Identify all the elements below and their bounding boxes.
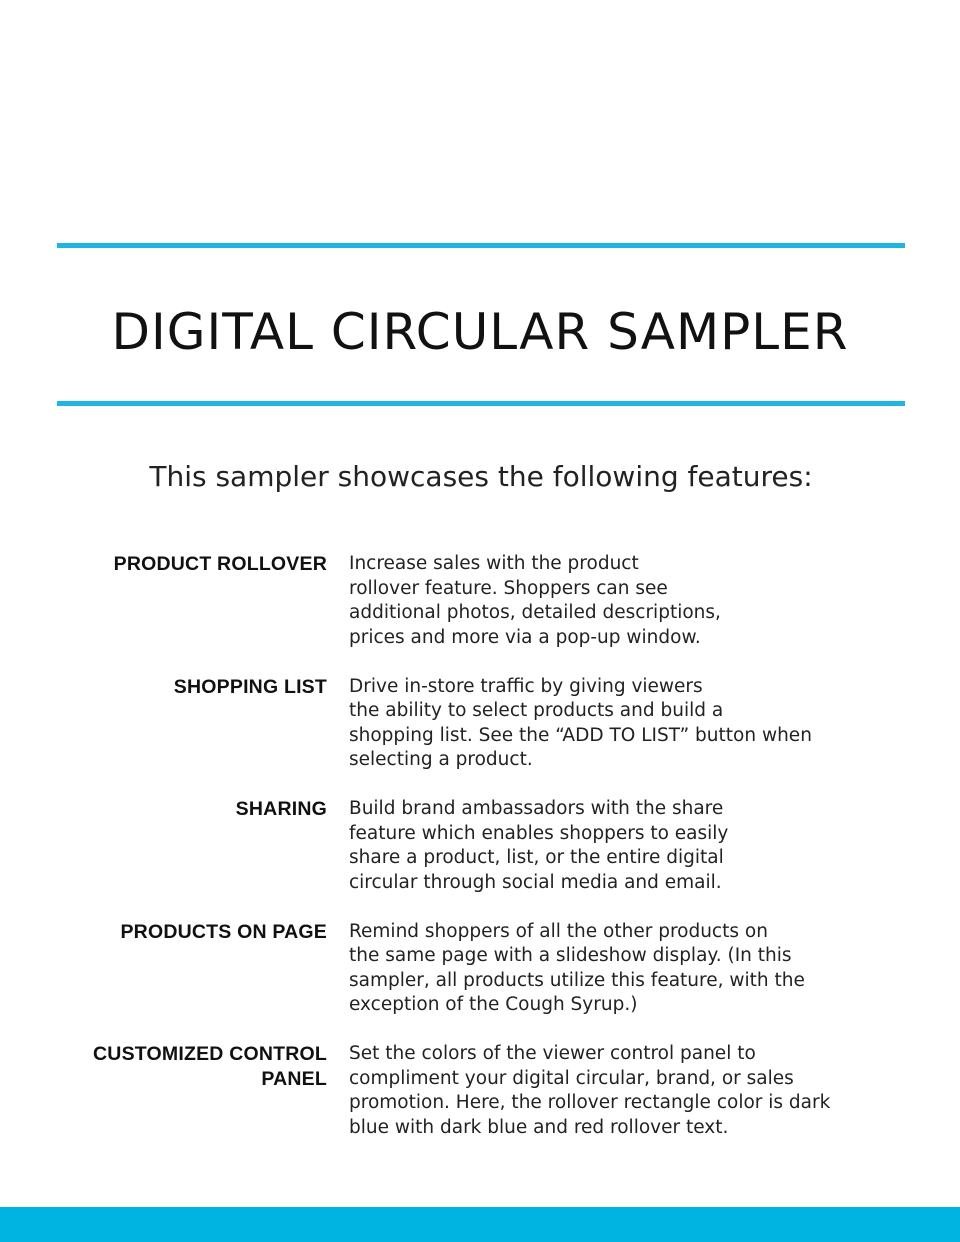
feature-item-shopping-list xyxy=(0,675,960,773)
feature-description-line: Drive in-store traffic by giving viewers xyxy=(349,675,703,697)
feature-name xyxy=(0,552,327,577)
feature-description xyxy=(349,797,909,895)
footer-bar xyxy=(0,1207,960,1242)
feature-name xyxy=(0,797,327,822)
feature-description-line: prices and more via a pop-up window. xyxy=(349,626,701,648)
feature-item-products-on-page xyxy=(0,920,960,1018)
feature-description xyxy=(349,920,909,1018)
feature-name xyxy=(0,920,327,945)
bottom-divider xyxy=(57,401,905,406)
feature-name-line: SHARING xyxy=(235,798,327,820)
feature-description-line: shopping list. See the “ADD TO LIST” button when xyxy=(349,724,812,746)
feature-description-line: blue with dark blue and red rollover text. xyxy=(349,1116,729,1138)
feature-name-line: CUSTOMIZED CONTROL xyxy=(93,1043,327,1065)
feature-name-line: PANEL xyxy=(261,1067,327,1090)
feature-description-line: circular through social media and email. xyxy=(349,871,722,893)
feature-description xyxy=(349,552,909,650)
feature-name-line: SHOPPING LIST xyxy=(173,675,327,698)
feature-description-line: feature which enables shoppers to easily xyxy=(349,822,729,844)
feature-name xyxy=(0,675,327,700)
feature-item-customized-control-panel xyxy=(0,1042,960,1140)
feature-description-line: exception of the Cough Syrup.) xyxy=(349,994,638,1015)
feature-description-line: the same page with a slideshow display. (In this xyxy=(349,945,792,966)
feature-name-line: PRODUCT ROLLOVER xyxy=(113,553,327,575)
feature-description-line: Set the colors of the viewer control panel to xyxy=(349,1043,756,1064)
feature-item-product-rollover xyxy=(0,552,960,650)
feature-name xyxy=(0,1042,327,1091)
feature-item-sharing xyxy=(0,797,960,895)
feature-description-line: Remind shoppers of all the other products on xyxy=(349,920,768,942)
feature-description-line: Increase sales with the product xyxy=(349,553,639,574)
feature-description-line: promotion. Here, the rollover rectangle color is dark xyxy=(349,1092,831,1113)
top-divider xyxy=(57,243,905,248)
feature-description-line: additional photos, detailed descriptions, xyxy=(349,602,721,623)
feature-name-line: PRODUCTS ON PAGE xyxy=(120,920,327,943)
feature-description-line: share a product, list, or the entire digital xyxy=(349,847,724,868)
feature-description-line: sampler, all products utilize this feature, with the xyxy=(349,969,805,991)
feature-description xyxy=(349,1042,909,1140)
feature-description-line: selecting a product. xyxy=(349,749,533,770)
page-subtitle: This sampler showcases the following features: xyxy=(149,460,813,493)
feature-list xyxy=(0,552,960,1165)
feature-description-line: the ability to select products and build a xyxy=(349,700,724,721)
feature-description-line: Build brand ambassadors with the share xyxy=(349,798,724,819)
feature-description-line: rollover feature. Shoppers can see xyxy=(349,577,668,599)
page-title: DIGITAL CIRCULAR SAMPLER xyxy=(111,303,849,361)
feature-description xyxy=(349,675,909,773)
feature-description-line: compliment your digital circular, brand, or sales xyxy=(349,1067,794,1089)
